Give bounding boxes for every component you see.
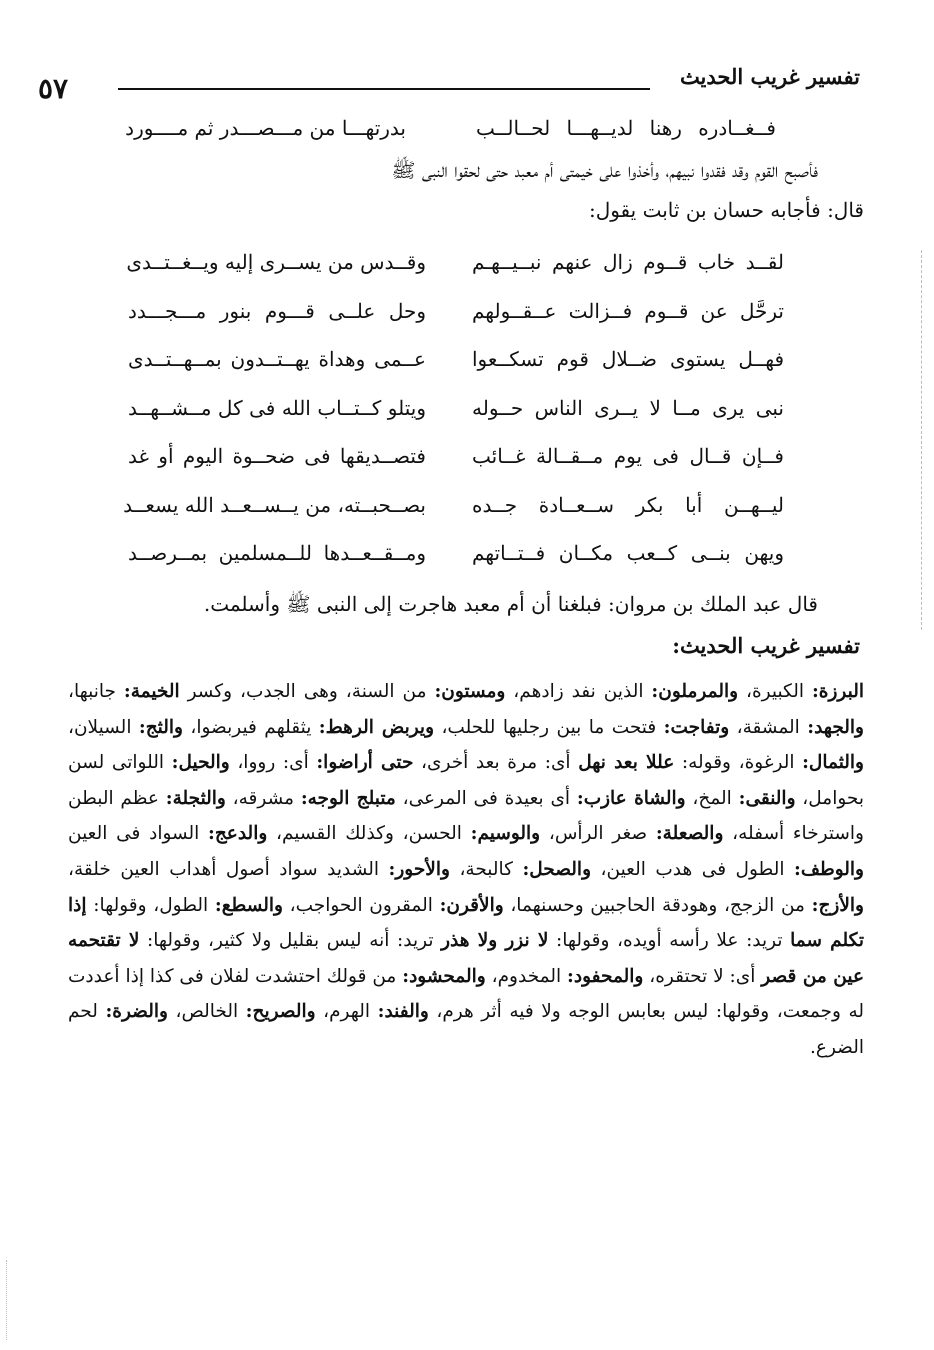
narrative-line: قال: فأجابه حسان بن ثابت يقول: bbox=[588, 198, 864, 222]
verse-first-hemistich: فهــل يستوى ضــلال قوم تسكــعوا bbox=[472, 347, 784, 371]
glossary-term: والحيل: bbox=[171, 752, 230, 774]
narrative-line: فأصبح القوم وقد فقدوا نبيهم، وأخذوا على خيمتى أم معبد حتى لحقوا النبى ﷺ bbox=[391, 158, 818, 182]
glossary-definition: أى: رووا، bbox=[229, 752, 317, 774]
glossary-term: والجهد: bbox=[807, 716, 864, 738]
running-title: تفسير غريب الحديث bbox=[679, 64, 860, 89]
glossary-definition: الرغوة، وقوله: bbox=[674, 752, 803, 774]
verse-second-hemistich: فتصــديقها فى ضحــوة اليوم أو غد bbox=[128, 444, 426, 468]
glossary-definition: أى: مرة بعد أخرى، bbox=[413, 752, 579, 774]
margin-mark bbox=[920, 250, 922, 630]
glossary-definition: الخالص، bbox=[167, 1001, 246, 1023]
glossary-definition: صغر الرأس، bbox=[540, 823, 656, 845]
glossary-term: والشاة عازب: bbox=[576, 787, 686, 809]
glossary-definition: لحم الضرع. bbox=[68, 1001, 864, 1058]
glossary-term: والثمال: bbox=[802, 752, 864, 774]
glossary-definition: الطول، وقولها: bbox=[86, 894, 215, 916]
header-rule bbox=[118, 88, 650, 90]
glossary-definition: الهرم، bbox=[315, 1001, 378, 1023]
verse-second-hemistich: وقــدس من يســرى إليه ويــغــتــدى bbox=[126, 250, 426, 274]
glossary-definition: أى: لا تحتقره، bbox=[643, 965, 762, 987]
glossary-term: حتى أراضوا: bbox=[316, 752, 414, 774]
glossary-term: ويربض الرهط: bbox=[318, 716, 435, 738]
glossary-definition: الذين نفد زادهم، bbox=[505, 681, 652, 702]
glossary-term: والأقرن: bbox=[439, 894, 504, 916]
glossary-term: والأزج: bbox=[811, 894, 864, 916]
glossary-term: والأحور: bbox=[388, 858, 450, 880]
glossary-term: والمحفود: bbox=[567, 965, 644, 987]
verse-first-hemistich: لقــد خاب قــوم زال عنهم نبــيــهـم bbox=[472, 250, 784, 274]
glossary-definition: تريد: أنه ليس بقليل ولا كثير، وقولها: bbox=[139, 930, 442, 952]
margin-mark bbox=[6, 1260, 8, 1340]
verse-first-hemistich: ويهن بنــى كــعب مكــان فــتــاتهم bbox=[472, 541, 784, 565]
glossary-term: والفند: bbox=[377, 1001, 429, 1023]
glossary-definition: يثقلهم فيربضوا، bbox=[182, 716, 319, 738]
glossary-term: والصحل: bbox=[522, 858, 592, 880]
glossary-term: والوسيم: bbox=[470, 823, 541, 845]
glossary-term: والضرة: bbox=[105, 1001, 168, 1023]
glossary-term: والسطع: bbox=[214, 894, 283, 916]
verse-second-hemistich: ومــقــعــدها للــمسلمين بمــرصــد bbox=[128, 541, 426, 565]
glossary-term: والمحشود: bbox=[402, 965, 486, 987]
glossary-term: لا تقتحمه عين من قصر bbox=[68, 930, 864, 987]
verse-first-hemistich: نبى يرى مــا لا يــرى الناس حــوله bbox=[472, 396, 784, 420]
glossary-term: إذا تكلم سما bbox=[68, 894, 864, 952]
verse-second-hemistich: وحل علــى قـــوم بنور مـــجـــدد bbox=[128, 299, 426, 323]
verse-first-hemistich: ليــهــن أبا بكر ســعــادة جــده bbox=[472, 493, 784, 517]
page-number: ٥٧ bbox=[38, 72, 69, 105]
glossary-term: متبلج الوجه: bbox=[300, 787, 396, 809]
glossary-definition: اللواتى لسن بحوامل، bbox=[68, 752, 864, 809]
glossary-definition: المخ، bbox=[685, 787, 739, 809]
glossary-definition: مشرقه، bbox=[225, 787, 301, 809]
glossary-definition: كالبحة، bbox=[449, 858, 523, 880]
glossary-definition: الشديد سواد أصول أهداب العين خلقة، bbox=[68, 858, 389, 880]
verse-second-hemistich: ويتلو كــتــاب الله فى كل مــشــهــد bbox=[128, 396, 426, 420]
glossary-definition: من الزجج، وهودقة الحاجبين وحسنهما، bbox=[503, 894, 812, 916]
glossary-definition: السواد فى العين bbox=[68, 823, 209, 845]
glossary-term: والصعلة: bbox=[655, 823, 724, 845]
glossary-term: والصريح: bbox=[245, 1001, 316, 1023]
glossary-definition: جانبها، bbox=[68, 681, 124, 702]
closing-line: قال عبد الملك بن مروان: فبلغنا أن أم معبد هاجرت إلى النبى ﷺ وأسلمت. bbox=[203, 592, 818, 616]
glossary-term: والنقى: bbox=[738, 787, 796, 809]
glossary-term: والمرملون: bbox=[651, 681, 739, 702]
glossary-definition: من قولك احتشدت لفلان فى كذا إذا أعددت له وجمعت، وقولها: ليس بعابس الوجه ولا فيه أثر هرم، bbox=[68, 965, 865, 1023]
verse-first-hemistich: فــإن قــال فى يوم مــقــالة غــائب bbox=[472, 444, 784, 468]
glossary-definition: من السنة، وهى الجدب، وكسر bbox=[179, 681, 435, 702]
glossary-definition: الكبيرة، bbox=[738, 681, 812, 702]
section-title: تفسير غريب الحديث: bbox=[672, 633, 860, 658]
glossary-term: الخيمة: bbox=[123, 681, 180, 702]
glossary-term: والوطف: bbox=[794, 858, 864, 880]
glossary-definition: عظم البطن واسترخاء أسفله، bbox=[68, 787, 864, 845]
glossary-definition: أى بعيدة فى المرعى، bbox=[395, 787, 577, 809]
glossary-definition: تريد: علا رأسه أويده، وقولها: bbox=[548, 930, 791, 952]
glossary-definition: السيلان، bbox=[68, 716, 139, 738]
glossary-term: ومستون: bbox=[434, 681, 506, 702]
glossary-term: والدعج: bbox=[208, 823, 268, 845]
page-header bbox=[30, 58, 860, 105]
glossary-term: وتفاجت: bbox=[663, 716, 730, 738]
glossary-definition: الطول فى هدب العين، bbox=[591, 858, 795, 880]
glossary-definition: المقرون الحواجب، bbox=[282, 894, 440, 916]
glossary-definition: فتحت ما بين رجليها للحلب، bbox=[434, 716, 664, 738]
glossary-term: لا نزر ولا هذر bbox=[441, 930, 549, 952]
glossary-term: عللا بعد نهل bbox=[578, 752, 675, 774]
glossary-paragraph bbox=[68, 674, 864, 1066]
glossary-definition: المخدوم، bbox=[485, 965, 568, 987]
glossary-term: والثج: bbox=[138, 716, 183, 738]
glossary-term: والثجلة: bbox=[165, 787, 226, 809]
verse-second-hemistich: عــمى وهداة يهــتــدون بمــهــتــدى bbox=[128, 347, 426, 371]
verse-first-hemistich: فــغــادره رهنا لديــهـــا لحــالــب bbox=[476, 116, 776, 140]
verse-first-hemistich: ترحَّل عن قــوم فــزالت عــقــولهم bbox=[472, 299, 784, 323]
glossary-definition: المشقة، bbox=[729, 716, 808, 738]
glossary-definition: الحسن، وكذلك القسيم، bbox=[267, 823, 471, 845]
glossary-term: البرزة: bbox=[811, 681, 864, 702]
verse-second-hemistich: بصــحبــته، من يــســعــد الله يسعــد bbox=[123, 493, 426, 517]
verse-second-hemistich: بدرتهـــا من مـــصـــدر ثم مــــورد bbox=[125, 116, 406, 140]
